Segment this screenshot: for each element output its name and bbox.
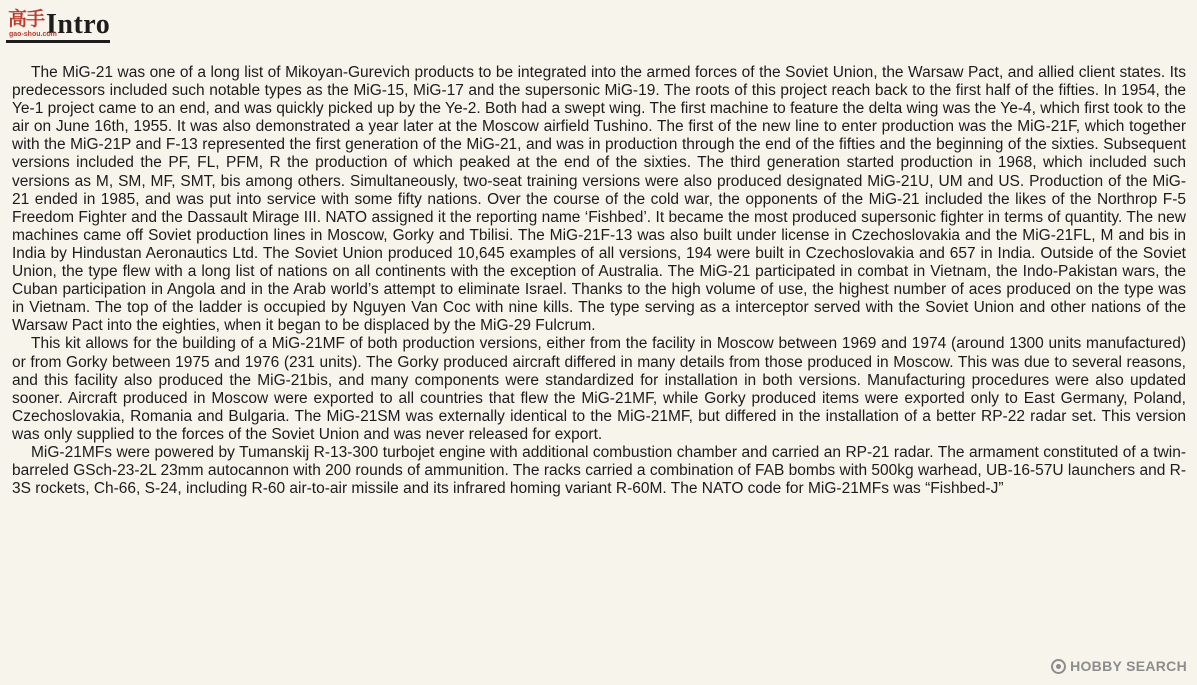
- paragraph-armament: MiG-21MFs were powered by Tumanskij R-13-300 turbojet engine with additional combustion chamber and carried an RP-21 radar. The armament constituted of a twin-barreled GSch-23-2L 23mm autocannon with 200 rounds of ammunition. The racks carried a combination of FAB bombs with 500kg warhead, UB-16-57U launchers and R-3S rockets, Ch-66, S-24, including R-60 air-to-air missile and its infrared homing variant R-60M. The NATO code for MiG-21MFs was “Fishbed-J”: [12, 443, 1186, 498]
- watermark: [1051, 658, 1187, 674]
- page-header: [8, 6, 110, 42]
- paragraph-history: The MiG-21 was one of a long list of Mikoyan-Gurevich products to be integrated into the armed forces of the Soviet Union, the Warsaw Pact, and allied client states. Its predecessors included such notable types as the MiG-15, MiG-17 and the supersonic MiG-19. The roots of this project reach back to the first half of the fifties. In 1954, the Ye-1 project came to an end, and was quickly picked up by the Ye-2. Both had a swept wing. The first machine to feature the delta wing was the Ye-4, which first took to the air on June 16th, 1955. It was also demonstrated a year later at the Moscow airfield Tushino. The first of the new line to enter production was the MiG-21F, which together with the MiG-21P and F-13 represented the first generation of the MiG-21, and was in production through the end of the fifties and the beginning of the sixties. Subsequent versions included the PF, FL, PFM, R the production of which peaked at the end of the sixties. The third generation started production in 1968, which included such versions as M, SM, MF, SMT, bis among others. Simultaneously, two-seat training versions were also produced designated MiG-21U, UM and US. Production of the MiG-21 ended in 1985, and was put into service with some fifty nations. Over the course of the cold war, the opponents of the MiG-21 included the likes of the Northrop F-5 Freedom Fighter and the Dassault Mirage III. NATO assigned it the reporting name ‘Fishbed’. It became the most produced supersonic fighter in terms of quantity. The new machines came off Soviet production lines in Moscow, Gorky and Tbilisi. The MiG-21F-13 was also built under license in Czechoslovakia and the MiG-21FL, M and bis in India by Hindustan Aeronautics Ltd. The Soviet Union produced 10,645 examples of all versions, 194 were built in Czechoslovakia and 657 in India. Outside of the Soviet Union, the type flew with a long list of nations on all continents with the exception of Australia. The MiG-21 participated in combat in Vietnam, the Indo-Pakistan wars, the Cuban participation in Angola and in the Arab world’s attempt to eliminate Israel. Thanks to the high volume of use, the highest number of aces produced on the type was in Vietnam. The top of the ladder is occupied by Nguyen Van Coc with nine kills. The type serving as a interceptor served with the Soviet Union and other nations of the Warsaw Pact into the eighties, when it began to be displaced by the MiG-29 Fulcrum.: [12, 64, 1186, 335]
- hobby-search-logo-icon: [1051, 659, 1066, 674]
- logo-domain-text: gao-shou.com: [9, 31, 57, 38]
- heading-underline: [6, 40, 110, 43]
- logo-chinese-text: 高手: [8, 8, 45, 30]
- paragraph-kit: This kit allows for the building of a MiG-21MF of both production versions, either from the facility in Moscow between 1969 and 1974 (around 1300 units manufactured) or from Gorky between 1975 and 1976 (231 units). The Gorky produced aircraft differed in many details from those produced in Moscow. This was due to several reasons, and this facility also produced the MiG-21bis, and many components were standardized for installation in both versions. Manufacturing procedures were also updated sooner. Aircraft produced in Moscow were exported to all countries that flew the MiG-21MF, while Gorky produced items were exported only to East Germany, Poland, Czechoslovakia, Romania and Bulgaria. The MiG-21SM was externally identical to the MiG-21MF, but differed in the installation of a better RP-22 radar set. This version was only supplied to the forces of the Soviet Union and was never released for export.: [12, 335, 1186, 443]
- site-logo: [8, 8, 74, 42]
- watermark-text: HOBBY SEARCH: [1070, 658, 1187, 674]
- intro-body: [12, 64, 1186, 498]
- page-title: Intro: [46, 9, 111, 40]
